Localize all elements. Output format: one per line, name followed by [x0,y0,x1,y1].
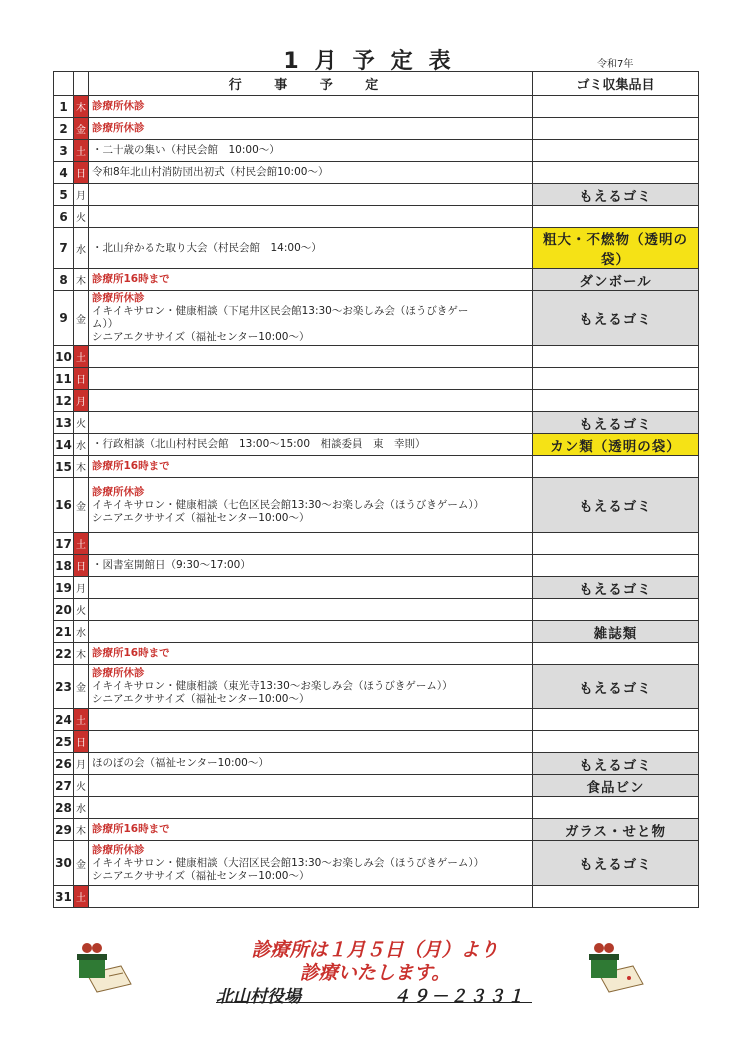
event-cell [89,621,533,643]
weekday-label: 木 [74,456,89,478]
garbage-cell [533,162,699,184]
weekday-label: 日 [74,731,89,753]
event-line: シニアエクササイズ（福祉センター10:00～） [92,869,310,882]
table-row [54,841,699,886]
table-row [54,456,699,478]
weekday-label: 火 [74,206,89,228]
weekday-label: 土 [74,709,89,731]
garbage-cell [533,96,699,118]
garbage-cell [533,797,699,819]
event-cell [89,709,533,731]
garbage-cell: もえるゴミ [533,291,699,346]
event-cell [89,390,533,412]
garbage-cell: もえるゴミ [533,577,699,599]
weekday-label: 月 [74,577,89,599]
table-row [54,368,699,390]
event-cell [89,819,533,841]
event-line: ム）） [92,318,119,330]
day-number: 10 [54,346,74,368]
table-row [54,390,699,412]
day-number: 20 [54,599,74,621]
weekday-label: 火 [74,599,89,621]
day-number: 19 [54,577,74,599]
day-number: 6 [54,206,74,228]
table-row [54,665,699,709]
table-row [54,96,699,118]
table-row [54,140,699,162]
office-name: 北山村役場 [216,987,301,1007]
event-line: シニアエクササイズ（福祉センター10:00～） [92,693,310,705]
day-number: 22 [54,643,74,665]
table-row [54,753,699,775]
garbage-cell: 雑誌類 [533,621,699,643]
weekday-label: 月 [74,753,89,775]
event-line: 診療所16時まで [92,823,170,835]
table-row [54,228,699,269]
weekday-label: 木 [74,643,89,665]
event-cell [89,533,533,555]
event-cell [89,269,533,291]
table-row [54,269,699,291]
weekday-label: 土 [74,886,89,908]
day-number: 8 [54,269,74,291]
table-row [54,775,699,797]
day-number: 17 [54,533,74,555]
event-line: シニアエクササイズ（福祉センター10:00～） [92,511,310,524]
table-row [54,621,699,643]
table-row [54,577,699,599]
garbage-cell: もえるゴミ [533,753,699,775]
garbage-cell [533,599,699,621]
table-row [54,118,699,140]
schedule-table [53,71,699,908]
day-number: 26 [54,753,74,775]
header-garbage: ゴミ収集品目 [533,72,699,96]
event-cell [89,434,533,456]
event-line: 令和8年北山村消防団出初式（村民会館10:00～） [92,166,329,178]
garbage-cell: 粗大・不燃物（透明の袋） [533,228,699,269]
garbage-cell [533,346,699,368]
header-weekday [74,72,89,96]
event-line: 診療所休診 [92,122,145,134]
day-number: 3 [54,140,74,162]
weekday-label: 日 [74,162,89,184]
event-line: 診療所休診 [92,843,145,856]
table-row [54,206,699,228]
event-cell [89,162,533,184]
garbage-cell: もえるゴミ [533,841,699,886]
day-number: 7 [54,228,74,269]
event-line: ・行政相談（北山村村民会館 13:00～15:00 相談委員 東 幸則） [92,438,426,450]
event-line: ・二十歳の集い（村民会館 10:00～） [92,144,280,156]
garbage-cell: 食品ビン [533,775,699,797]
garbage-cell: カン類（透明の袋） [533,434,699,456]
event-cell [89,665,533,709]
garbage-cell: もえるゴミ [533,665,699,709]
garbage-cell [533,118,699,140]
event-line: 診療所休診 [92,100,145,112]
day-number: 18 [54,555,74,577]
day-number: 9 [54,291,74,346]
day-number: 4 [54,162,74,184]
event-cell [89,140,533,162]
event-cell [89,886,533,908]
clinic-notice-line2: 診療いたします。 [299,962,451,984]
day-number: 24 [54,709,74,731]
garbage-cell [533,555,699,577]
event-line: イキイキサロン・健康相談（大沼区民会館13:30～お楽しみ会（ほうびきゲーム）） [92,856,485,869]
garbage-cell [533,533,699,555]
event-line: ・図書室開館日（9:30～17:00） [92,559,251,571]
day-number: 27 [54,775,74,797]
garbage-cell [533,709,699,731]
event-line: シニアエクササイズ（福祉センター10:00～） [92,331,310,343]
day-number: 1 [54,96,74,118]
day-number: 25 [54,731,74,753]
event-cell [89,228,533,269]
era-label: 令和7年 [597,59,634,70]
event-cell [89,184,533,206]
garbage-cell: もえるゴミ [533,184,699,206]
table-row [54,709,699,731]
event-cell [89,412,533,434]
header-event: 行 事 予 定 [89,72,533,96]
event-cell [89,797,533,819]
table-row [54,731,699,753]
day-number: 12 [54,390,74,412]
weekday-label: 土 [74,533,89,555]
weekday-label: 水 [74,797,89,819]
table-row [54,291,699,346]
garbage-cell: もえるゴミ [533,412,699,434]
garbage-cell [533,456,699,478]
weekday-label: 木 [74,269,89,291]
event-cell [89,753,533,775]
event-cell [89,577,533,599]
table-row [54,184,699,206]
table-row [54,599,699,621]
table-row [54,478,699,533]
day-number: 13 [54,412,74,434]
day-number: 5 [54,184,74,206]
event-cell [89,775,533,797]
garbage-cell [533,390,699,412]
event-line: 診療所休診 [92,667,145,679]
garbage-cell [533,731,699,753]
table-row [54,886,699,908]
event-cell [89,841,533,886]
garbage-cell [533,206,699,228]
event-cell [89,346,533,368]
table-row [54,346,699,368]
day-number: 28 [54,797,74,819]
day-number: 30 [54,841,74,886]
weekday-label: 金 [74,291,89,346]
event-line: イキイキサロン・健康相談（東光寺13:30～お楽しみ会（ほうびきゲーム）） [92,680,453,692]
table-header-row [54,72,699,96]
weekday-label: 金 [74,841,89,886]
event-line: ほのぼの会（福祉センター10:00～） [92,757,269,769]
phone-number: ４９－２３３１ [393,987,526,1007]
contact-line [216,982,532,1007]
weekday-label: 水 [74,434,89,456]
event-line: 診療所休診 [92,292,145,304]
garbage-cell [533,140,699,162]
weekday-label: 土 [74,346,89,368]
event-line: 診療所16時まで [92,647,170,659]
table-row [54,412,699,434]
weekday-label: 金 [74,118,89,140]
table-row [54,434,699,456]
day-number: 15 [54,456,74,478]
clinic-notice-line1: 診療所は１月５日（月）より [251,939,499,961]
day-number: 23 [54,665,74,709]
weekday-label: 金 [74,665,89,709]
day-number: 2 [54,118,74,140]
garbage-cell [533,886,699,908]
weekday-label: 土 [74,140,89,162]
event-cell [89,643,533,665]
table-row [54,555,699,577]
weekday-label: 木 [74,819,89,841]
event-cell [89,599,533,621]
header-day [54,72,74,96]
weekday-label: 水 [74,228,89,269]
day-number: 14 [54,434,74,456]
weekday-label: 月 [74,390,89,412]
event-line: イキイキサロン・健康相談（七色区民会館13:30～お楽しみ会（ほうびきゲーム）） [92,498,485,511]
weekday-label: 金 [74,478,89,533]
event-cell [89,96,533,118]
event-cell [89,206,533,228]
event-line: 診療所16時まで [92,273,170,285]
event-cell [89,291,533,346]
day-number: 16 [54,478,74,533]
garbage-cell [533,643,699,665]
garbage-cell: もえるゴミ [533,478,699,533]
day-number: 11 [54,368,74,390]
garbage-cell: ダンボール [533,269,699,291]
event-cell [89,731,533,753]
day-number: 21 [54,621,74,643]
table-row [54,643,699,665]
weekday-label: 水 [74,621,89,643]
garbage-cell [533,368,699,390]
table-row [54,533,699,555]
schedule-body [54,96,699,908]
day-number: 29 [54,819,74,841]
garbage-cell: ガラス・せと物 [533,819,699,841]
event-line: イキイキサロン・健康相談（下尾井区民会館13:30～お楽しみ会（ほうびきゲー [92,305,469,317]
event-cell [89,478,533,533]
weekday-label: 火 [74,412,89,434]
weekday-label: 日 [74,368,89,390]
page-title: 1月予定表 [283,49,467,74]
day-number: 31 [54,886,74,908]
weekday-label: 木 [74,96,89,118]
table-row [54,797,699,819]
weekday-label: 火 [74,775,89,797]
event-line: 診療所16時まで [92,460,170,472]
event-cell [89,555,533,577]
table-row [54,162,699,184]
table-row [54,819,699,841]
event-line: 診療所休診 [92,485,145,498]
weekday-label: 日 [74,555,89,577]
event-cell [89,368,533,390]
event-cell [89,118,533,140]
event-line: ・北山弁かるた取り大会（村民会館 14:00～） [92,241,322,254]
weekday-label: 月 [74,184,89,206]
event-cell [89,456,533,478]
